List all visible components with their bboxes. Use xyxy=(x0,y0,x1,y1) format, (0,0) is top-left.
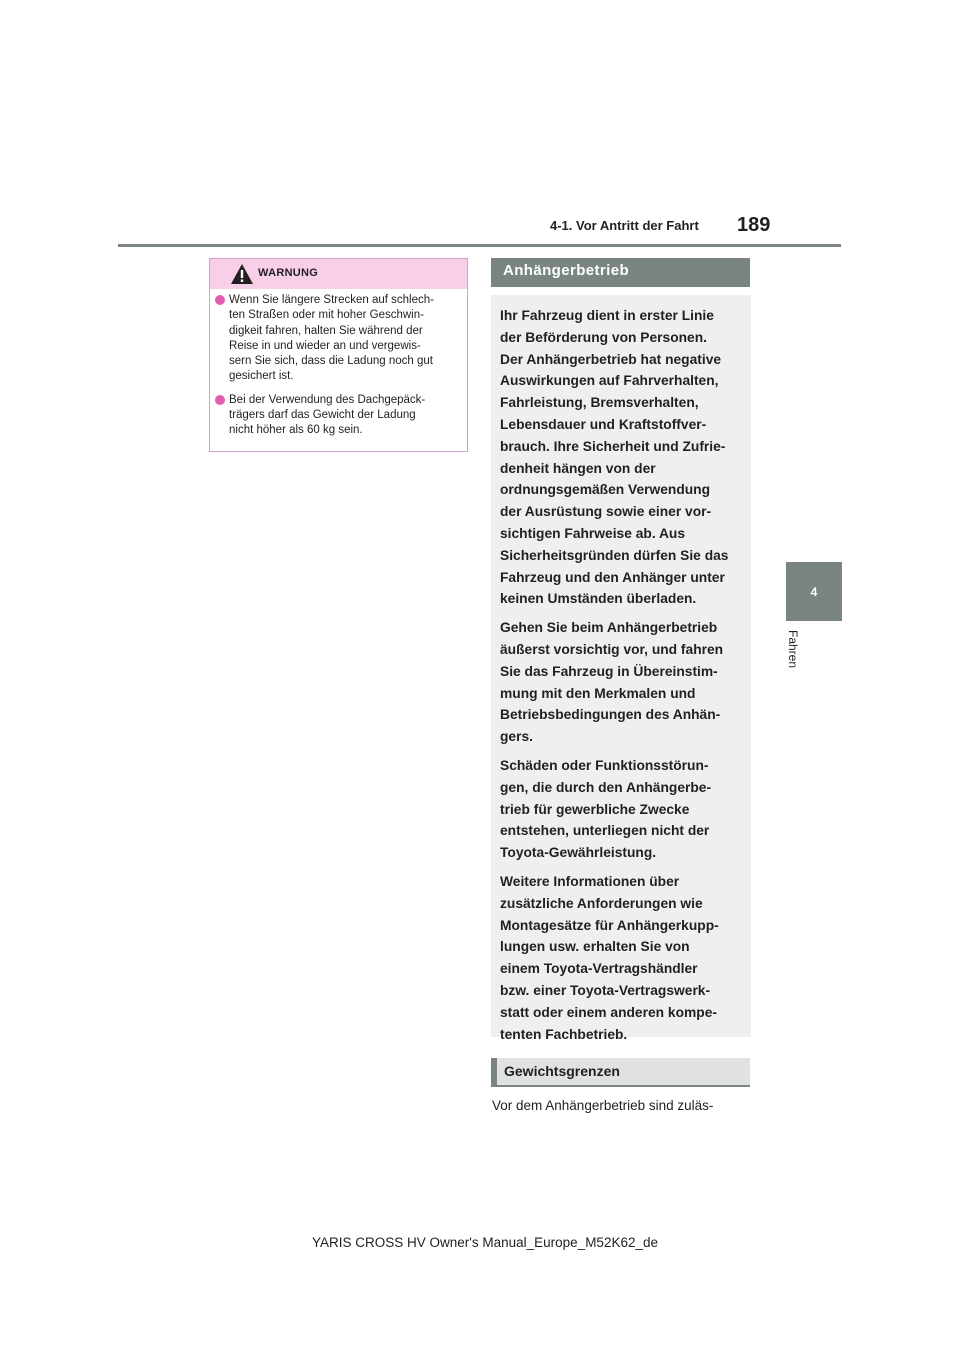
warning-box xyxy=(209,258,468,452)
section-title: 4-1. Vor Antritt der Fahrt xyxy=(550,218,699,233)
warning-item-text: Bei der Verwendung des Dachgepäck- trägers darf das Gewicht der Ladung nicht höher als 60 kg sein. xyxy=(229,393,426,437)
warning-item xyxy=(214,293,464,385)
trailer-paragraph: Gehen Sie beim Anhängerbetrieb äußerst vorsichtig vor, und fahren Sie das Fahrzeug in Übereinstim- mung mit den Merkmalen und Betriebsbedingungen des Anhän- gers. xyxy=(500,620,724,745)
trailer-heading: Anhängerbetrieb xyxy=(491,258,750,287)
warning-header xyxy=(210,259,467,289)
warning-item xyxy=(214,393,464,439)
trailer-paragraph: Weitere Informationen über zusätzliche Anforderungen wie Montagesätze für Anhängerkupp- lungen usw. erhalten Sie von einem Toyota-Vertragshändler bzw. einer Toyota-Vertragswerk- statt oder einem anderen kompe- tenten Fachbetrieb. xyxy=(500,873,719,1042)
weight-text: Vor dem Anhängerbetrieb sind zuläs- xyxy=(492,1098,714,1113)
warning-triangle-icon xyxy=(230,263,254,285)
trailer-paragraph: Schäden oder Funktionsstörun- gen, die durch den Anhängerbe- trieb für gewerbliche Zwecke entstehen, unterliegen nicht der Toyota-Gewährleistung. xyxy=(500,757,712,861)
header-rule xyxy=(118,244,841,247)
warning-item-text: Wenn Sie längere Strecken auf schlech- ten Straßen oder mit hoher Geschwin- digkeit fahren, halten Sie während der Reise in und wieder an und vergewis- sern Sie sich, dass die Ladung noch gut gesichert ist. xyxy=(229,294,434,383)
page-number: 189 xyxy=(737,214,771,236)
chapter-label: Fahren xyxy=(786,630,800,669)
bullet-icon xyxy=(215,395,225,405)
trailer-paragraph: Ihr Fahrzeug dient in erster Linie der Beförderung von Personen. Der Anhängerbetrieb hat negative Auswirkungen auf Fahrverhalten, Fahrleistung, Bremsverhalten, Lebensdauer und Kraftstoffver- brauch. Ihre Sicherheit und Zufrie- denheit hängen von der ordnungsgemäßen Verwendung der Ausrüstung sowie einer vor- sichtigen Fahrweise ab. Aus Sicherheitsgründen dürfen Sie das Fahrzeug und den Anhänger unter keinen Umständen überladen. xyxy=(500,308,729,607)
warning-list xyxy=(214,293,464,447)
footer-text: YARIS CROSS HV Owner's Manual_Europe_M52K62_de xyxy=(312,1235,658,1250)
chapter-number: 4 xyxy=(810,584,818,599)
trailer-info-box xyxy=(491,295,751,1042)
chapter-tab xyxy=(786,562,842,621)
weight-heading: Gewichtsgrenzen xyxy=(491,1058,750,1087)
warning-title: WARNUNG xyxy=(258,267,319,279)
bullet-icon xyxy=(215,295,225,305)
